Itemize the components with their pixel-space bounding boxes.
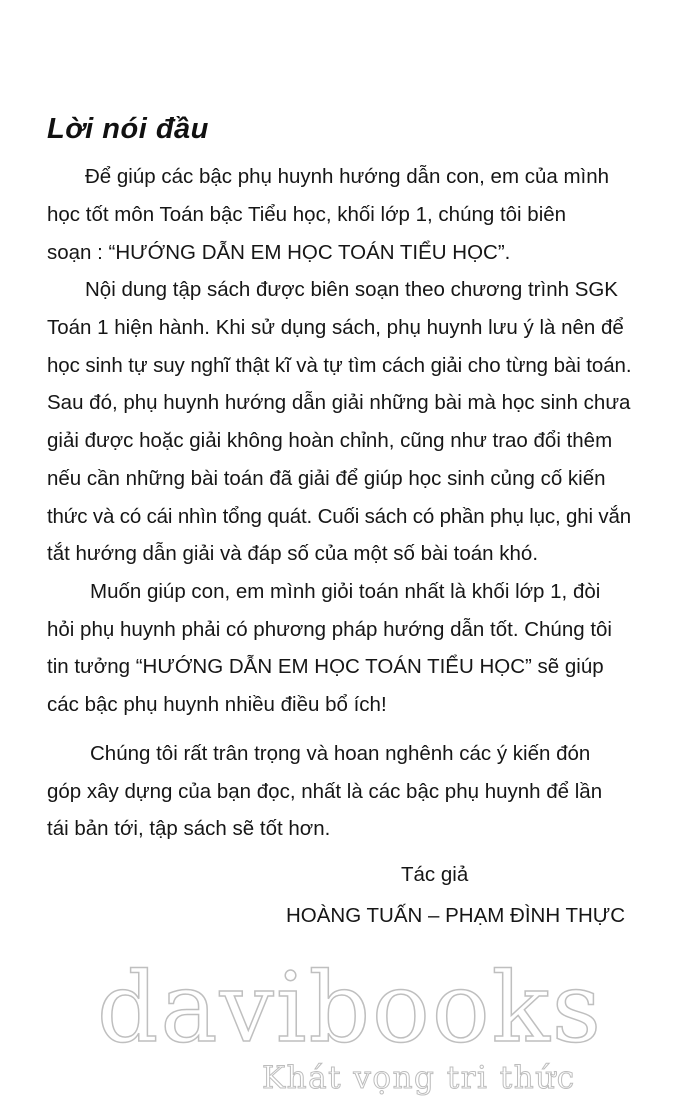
paragraph-line: Để giúp các bậc phụ huynh hướng dẫn con, em của mình [85, 165, 610, 188]
paragraph-line: Sau đó, phụ huynh hướng dẫn giải những bài mà học sinh chưa [47, 391, 631, 414]
paragraph-line: hỏi phụ huynh phải có phương pháp hướng dẫn tốt. Chúng tôi [47, 618, 612, 641]
paragraph-line: tin tưởng “HƯỚNG DẪN EM HỌC TOÁN TIỂU HỌC” sẽ giúp [47, 655, 604, 678]
paragraph-line: Muốn giúp con, em mình giỏi toán nhất là khối lớp 1, đòi [90, 580, 601, 603]
paragraph-line: Chúng tôi rất trân trọng và hoan nghênh các ý kiến đón [90, 742, 591, 765]
paragraph-line: nếu cần những bài toán đã giải để giúp học sinh củng cố kiến [47, 467, 606, 490]
paragraph-line: giải được hoặc giải không hoàn chỉnh, cũng như trao đổi thêm [47, 429, 613, 452]
author-role: Tác giả [401, 863, 469, 886]
paragraph-line: học sinh tự suy nghĩ thật kĩ và tự tìm cách giải cho từng bài toán. [47, 354, 632, 377]
author-names: HOÀNG TUẤN – PHẠM ĐÌNH THỰC [286, 904, 626, 927]
paragraph-line: thức và có cái nhìn tổng quát. Cuối sách có phần phụ lục, ghi vắn [47, 505, 631, 528]
preface-heading: Lời nói đầu [47, 113, 209, 145]
watermark-slogan: Khát vọng tri thức [262, 1060, 576, 1096]
paragraph-line: Toán 1 hiện hành. Khi sử dụng sách, phụ huynh lưu ý là nên để [47, 316, 624, 339]
paragraph-line: các bậc phụ huynh nhiều điều bổ ích! [47, 693, 387, 716]
paragraph-line: tái bản tới, tập sách sẽ tốt hơn. [47, 817, 331, 840]
watermark-brand: davibooks [96, 952, 604, 1064]
paragraph-line: Nội dung tập sách được biên soạn theo chương trình SGK [85, 278, 618, 301]
paragraph-line: tắt hướng dẫn giải và đáp số của một số bài toán khó. [47, 542, 539, 565]
paragraph-line: góp xây dựng của bạn đọc, nhất là các bậc phụ huynh để lần [47, 780, 603, 803]
paragraph-line: soạn : “HƯỚNG DẪN EM HỌC TOÁN TIỂU HỌC”. [47, 241, 511, 264]
paragraph-line: học tốt môn Toán bậc Tiểu học, khối lớp 1, chúng tôi biên [47, 203, 567, 226]
